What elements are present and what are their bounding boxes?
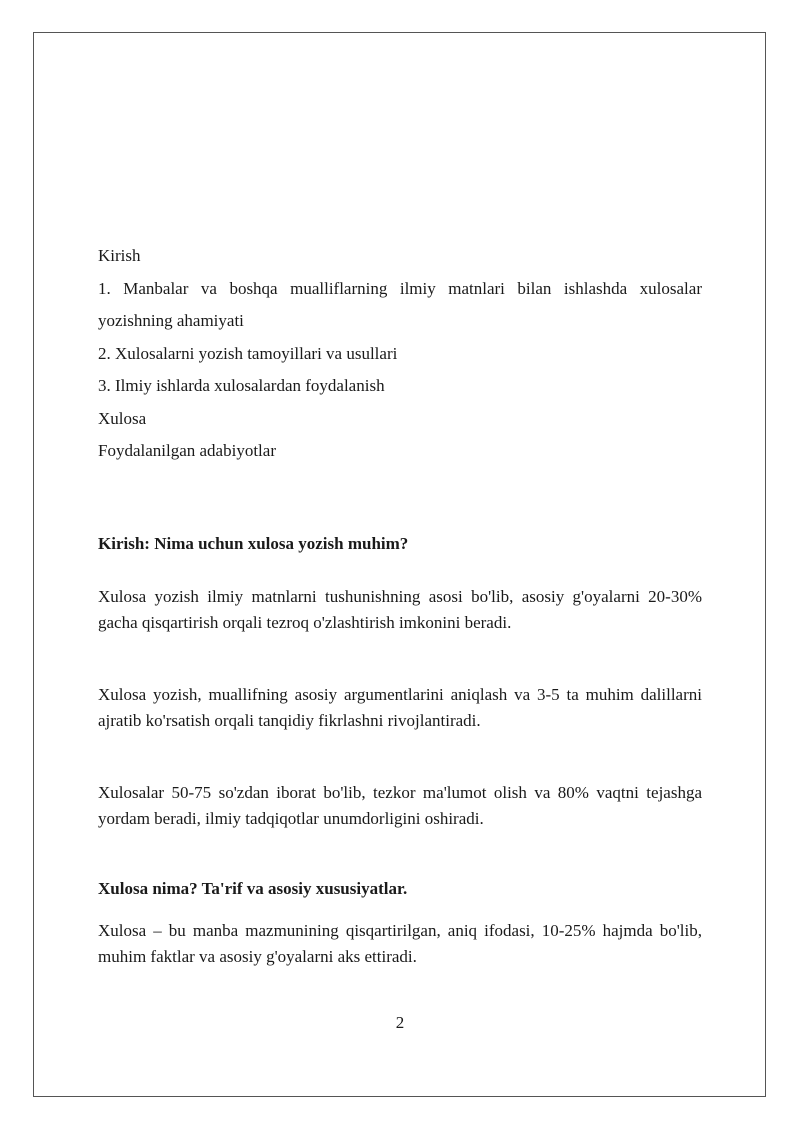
section-1-paragraph-1: Xulosa yozish ilmiy matnlarni tushunishning asosi bo'lib, asosiy g'oyalarni 20-30% gacha qisqartirish orqali tezroq o'zlashtirish imkonini beradi. xyxy=(98,587,702,632)
toc-item-3: 3. Ilmiy ishlarda xulosalardan foydalanish xyxy=(98,376,385,395)
table-of-contents xyxy=(98,240,702,468)
section-2-paragraph-1: Xulosa – bu manba mazmunining qisqartirilgan, aniq ifodasi, 10-25% hajmda bo'lib, muhim faktlar va asosiy g'oyalarni aks ettiradi. xyxy=(98,921,702,966)
section-1-paragraph-2: Xulosa yozish, muallifning asosiy argumentlarini aniqlash va 3-5 ta muhim dalillarni ajratib ko'rsatish orqali tanqidiy fikrlashni rivojlantiradi. xyxy=(98,685,702,730)
page-number: 2 xyxy=(395,1013,405,1032)
toc-item-1: 1. Manbalar va boshqa mualliflarning ilmiy matnlari bilan ishlashda xulosalar yozishning ahamiyati xyxy=(98,278,702,330)
toc-item-2: 2. Xulosalarni yozish tamoyillari va usullari xyxy=(98,343,398,363)
section-1-paragraph-3: Xulosalar 50-75 so'zdan iborat bo'lib, tezkor ma'lumot olish va 80% vaqtni tejashga yordam beradi, ilmiy tadqiqotlar unumdorligini oshiradi. xyxy=(98,783,702,828)
toc-conclusion: Xulosa xyxy=(98,408,147,428)
toc-references: Foydalanilgan adabiyotlar xyxy=(98,441,276,460)
section-2-heading: Xulosa nima? Ta'rif va asosiy xususiyatlar. xyxy=(98,879,408,898)
section-1-heading: Kirish: Nima uchun xulosa yozish muhim? xyxy=(98,534,409,553)
toc-intro: Kirish xyxy=(98,246,141,265)
